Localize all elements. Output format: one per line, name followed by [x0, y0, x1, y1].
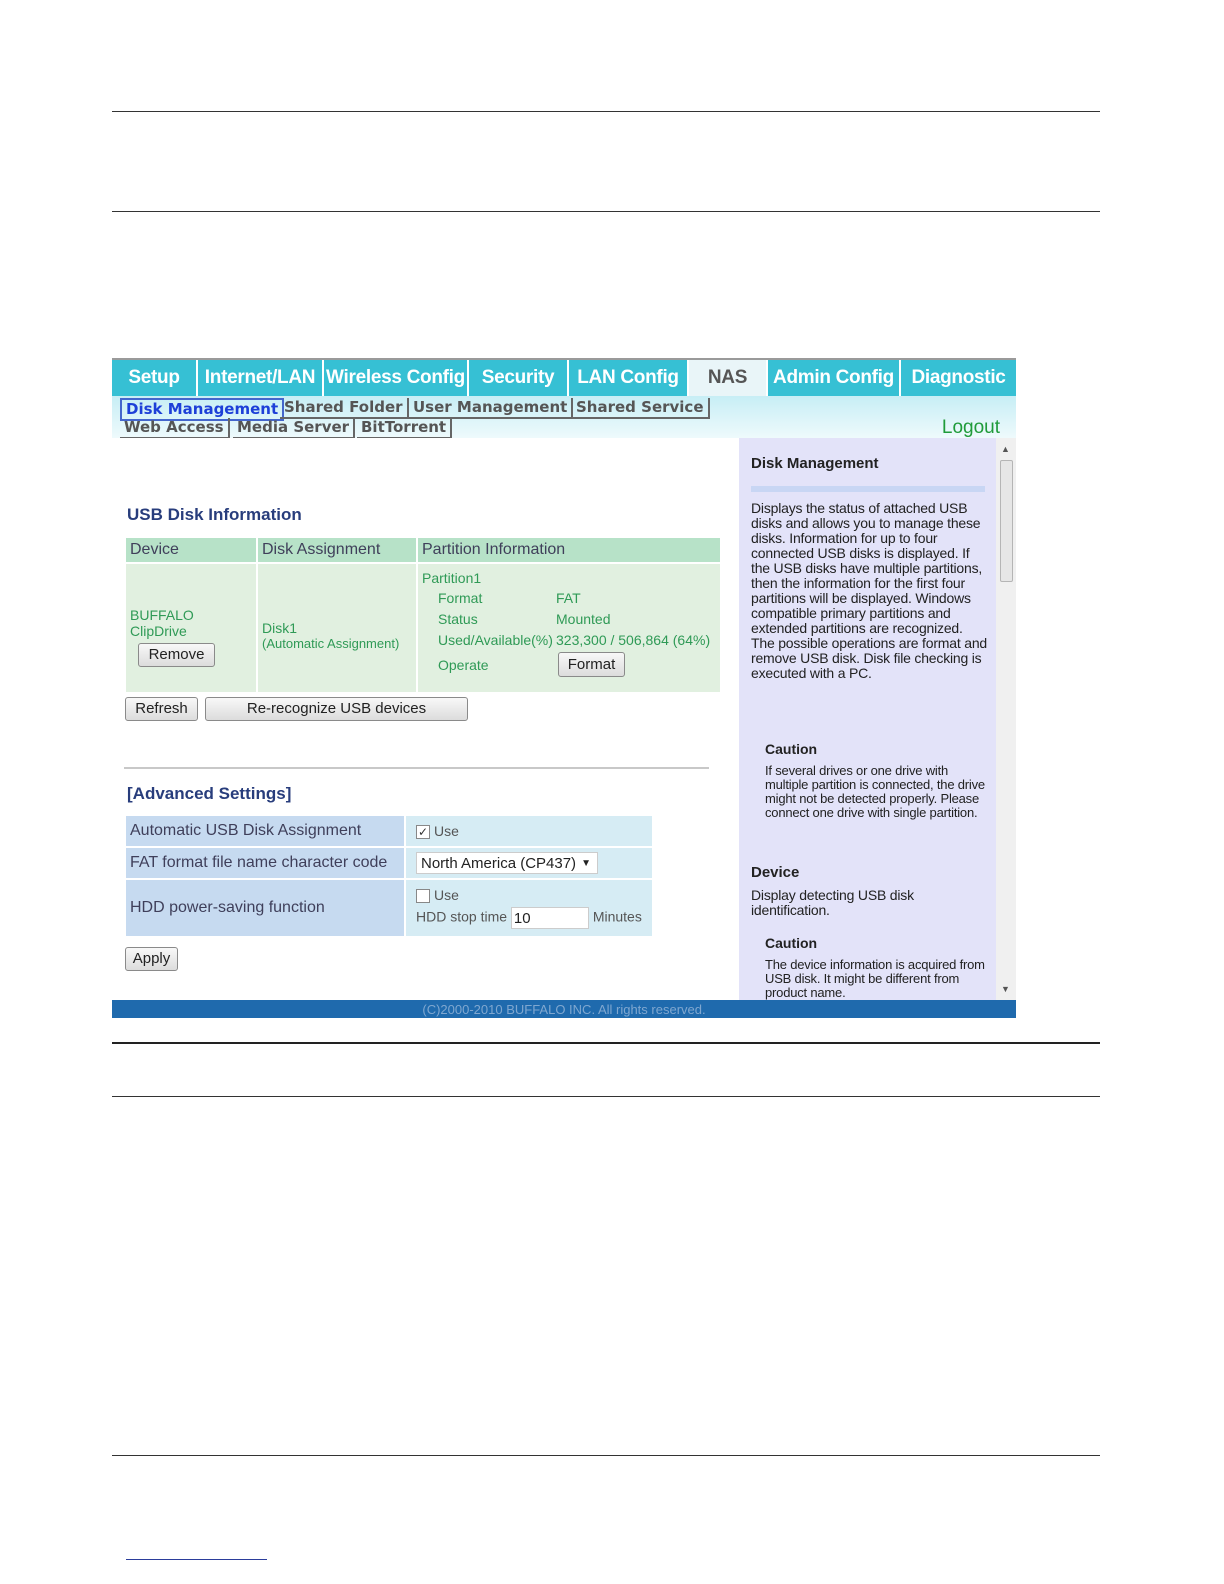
auto-assign-value — [406, 816, 652, 846]
advanced-settings-table — [124, 814, 654, 938]
fat-code-value — [406, 848, 652, 878]
subtab-shared-folder[interactable]: Shared Folder — [280, 398, 409, 419]
caution1-title: Caution — [765, 741, 818, 757]
disk-name: Disk1 — [262, 619, 298, 636]
footnote-rule — [126, 1559, 267, 1560]
partition-cell — [418, 564, 720, 692]
device-name: BUFFALO ClipDrive — [130, 607, 194, 639]
status-label: Status — [438, 611, 478, 627]
device-cell — [126, 564, 256, 692]
section-divider — [124, 767, 709, 769]
advanced-settings-title: [Advanced Settings] — [127, 784, 292, 803]
format-value: FAT — [556, 590, 581, 606]
partition-name: Partition1 — [422, 570, 482, 586]
help-panel — [739, 438, 996, 1000]
help-title: Disk Management — [751, 455, 879, 472]
format-label: Format — [438, 590, 483, 606]
hdd-stop-label: HDD stop time — [416, 908, 508, 925]
main-panel — [112, 438, 739, 1000]
format-button[interactable]: Format — [558, 652, 625, 677]
tab-lan-config[interactable]: LAN Config — [569, 360, 689, 396]
copyright-footer: (C)2000-2010 BUFFALO INC. All rights reserved. — [112, 1000, 1016, 1018]
hdd-power-checkbox[interactable] — [416, 889, 430, 903]
used-label: Used/Available(%) — [438, 632, 553, 648]
usb-disk-table — [124, 536, 722, 694]
tab-diagnostic[interactable]: Diagnostic — [901, 360, 1016, 396]
subtab-disk-management[interactable]: Disk Management — [120, 398, 284, 421]
subtab-web-access[interactable]: Web Access — [120, 418, 230, 439]
subtab-user-management[interactable]: User Management — [409, 398, 573, 419]
scroll-down-icon[interactable]: ▼ — [1001, 984, 1010, 994]
hdd-power-use: Use — [434, 886, 459, 903]
col-partition-info: Partition Information — [418, 538, 720, 562]
tab-nas[interactable]: NAS — [689, 360, 768, 396]
caution2-title: Caution — [765, 935, 818, 951]
main-tab-bar — [112, 358, 1016, 396]
hdd-stop-input[interactable]: 10 — [511, 907, 589, 929]
hdd-power-label: HDD power-saving function — [126, 880, 404, 936]
rerecognize-button[interactable]: Re-recognize USB devices — [205, 697, 468, 721]
caution1-text: If several drives or one drive with multiple partition is connected, the drive might not be detected properly. Please connect one drive with single partition. — [765, 763, 985, 820]
subtab-bittorrent[interactable]: BitTorrent — [357, 418, 452, 439]
page-rule-bottom — [112, 1455, 1100, 1456]
tab-internet-lan[interactable]: Internet/LAN — [198, 360, 324, 396]
disk-mode: (Automatic Assignment) — [262, 635, 400, 651]
operate-label: Operate — [438, 657, 489, 673]
help-intro: Displays the status of attached USB disks and allows you to manage these disks. Information for up to four connected USB disks is displayed. If the USB disks have multiple partitions, then the information for the first four partitions will be displayed. Windows compatible primary partitions and extended partitions are recognized. The possible operations are format and remove USB disk. Disk file checking is executed with a PC. — [751, 500, 987, 681]
fat-code-label: FAT format file name character code — [126, 848, 404, 878]
auto-assign-use: Use — [434, 822, 459, 839]
disk-assignment-cell — [258, 564, 416, 692]
tab-admin-config[interactable]: Admin Config — [768, 360, 901, 396]
auto-assign-checkbox[interactable]: ✓ — [417, 825, 429, 840]
device-help-title: Device — [751, 864, 800, 881]
auto-assign-label: Automatic USB Disk Assignment — [126, 816, 404, 846]
hdd-stop-unit: Minutes — [592, 908, 642, 925]
used-value: 323,300 / 506,864 (64%) — [556, 632, 711, 648]
scroll-up-icon[interactable]: ▲ — [1001, 444, 1010, 454]
table-row — [126, 564, 720, 692]
hdd-power-value — [406, 880, 652, 936]
scroll-thumb[interactable] — [1000, 460, 1013, 582]
tab-setup[interactable]: Setup — [112, 360, 198, 396]
fat-code-select[interactable]: North America (CP437) ▼ — [416, 852, 598, 874]
col-disk-assignment: Disk Assignment — [258, 538, 416, 562]
usb-info-title: USB Disk Information — [127, 505, 302, 524]
subtab-media-server[interactable]: Media Server — [233, 418, 355, 439]
status-value: Mounted — [556, 611, 611, 627]
page-rule-top — [112, 111, 1100, 112]
tab-security[interactable]: Security — [469, 360, 569, 396]
help-scrollbar[interactable] — [996, 438, 1016, 1000]
apply-button[interactable]: Apply — [125, 947, 178, 971]
col-device: Device — [126, 538, 256, 562]
caution2-text: The device information is acquired from USB disk. It might be different from product name. — [765, 957, 985, 1000]
page-rule — [112, 1096, 1100, 1097]
sub-navigation — [112, 396, 1016, 438]
chevron-down-icon: ▼ — [581, 858, 591, 869]
help-divider — [751, 486, 985, 492]
subtab-shared-service[interactable]: Shared Service — [572, 398, 710, 419]
router-screenshot — [112, 358, 1016, 1018]
page-rule — [112, 211, 1100, 212]
refresh-button[interactable]: Refresh — [125, 697, 198, 721]
device-help-text: Display detecting USB disk identification. — [751, 887, 914, 918]
logout-link[interactable]: Logout — [941, 417, 1000, 438]
page-rule — [112, 1042, 1100, 1044]
remove-button[interactable]: Remove — [138, 643, 215, 667]
tab-wireless-config[interactable]: Wireless Config — [324, 360, 469, 396]
